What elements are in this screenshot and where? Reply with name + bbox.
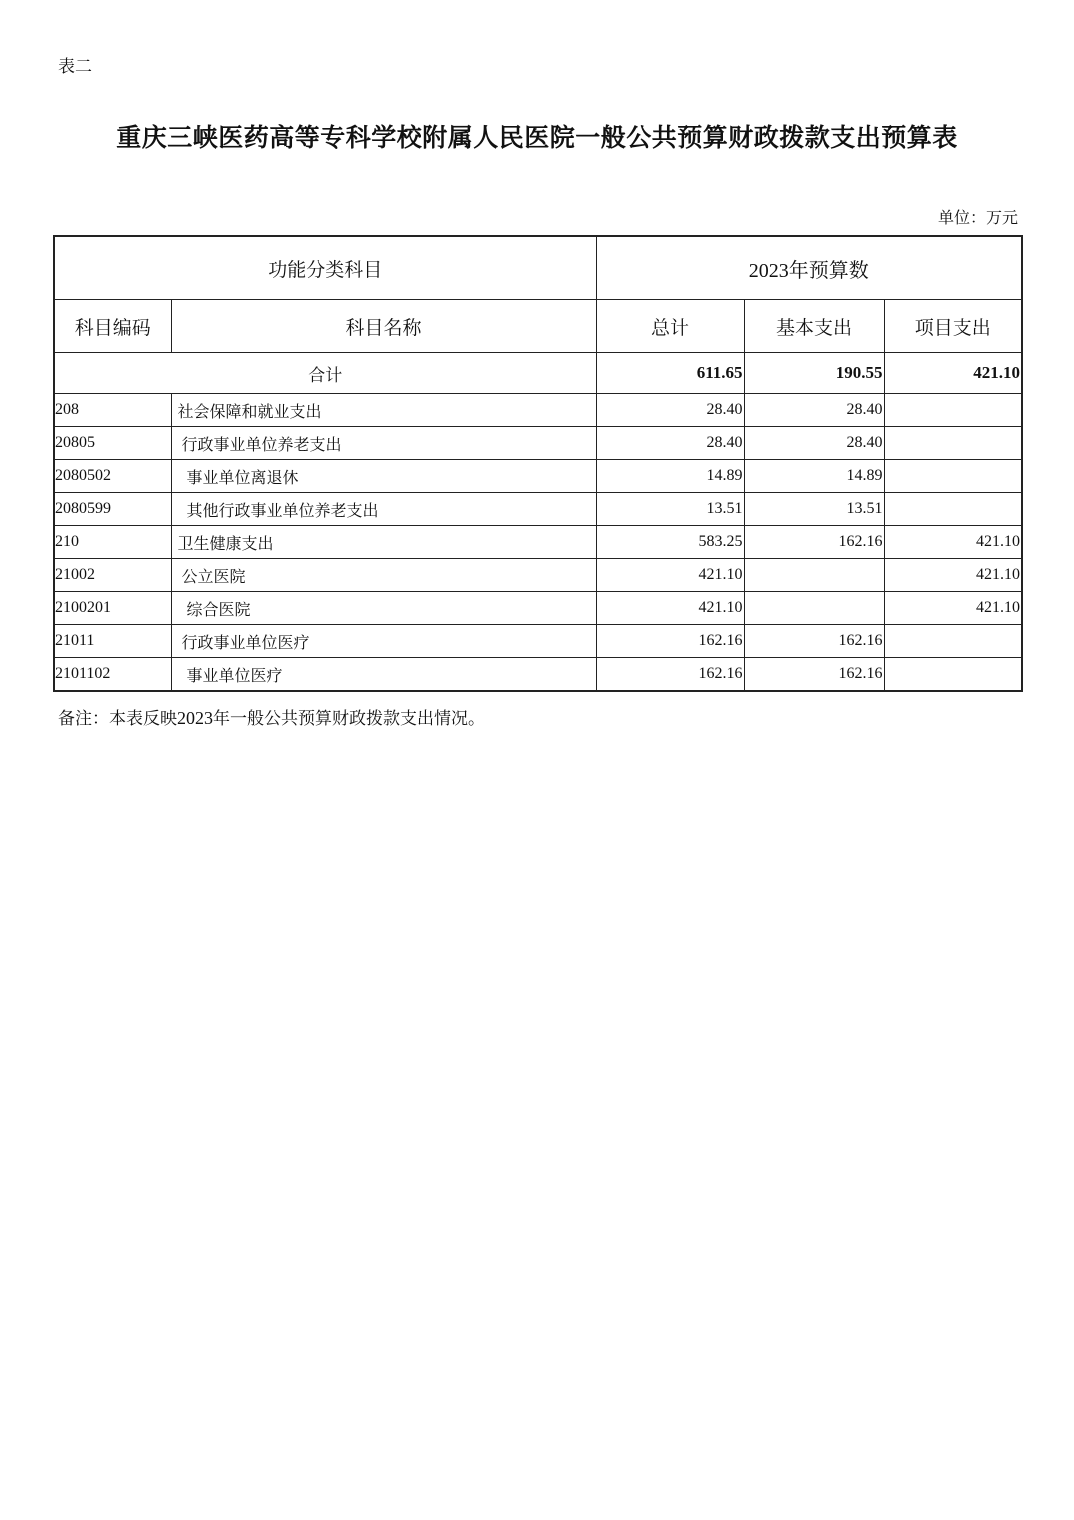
row-total: 421.10 [596, 592, 744, 625]
row-basic: 162.16 [744, 526, 884, 559]
header-function-category: 功能分类科目 [54, 236, 596, 300]
footnote [58, 704, 485, 729]
row-code: 210 [54, 526, 171, 559]
row-name: 综合医院 [171, 592, 596, 625]
row-code: 2080599 [54, 493, 171, 526]
row-code: 20805 [54, 427, 171, 460]
table-row [54, 427, 1022, 460]
row-project [884, 493, 1022, 526]
row-name: 事业单位离退休 [171, 460, 596, 493]
row-basic [744, 559, 884, 592]
footnote-year: 2023 [177, 708, 213, 728]
row-basic: 28.40 [744, 427, 884, 460]
row-basic: 28.40 [744, 394, 884, 427]
total-project: 421.10 [884, 353, 1022, 394]
row-code: 2100201 [54, 592, 171, 625]
header-total: 总计 [596, 300, 744, 353]
header-row-columns [54, 300, 1022, 353]
row-project [884, 427, 1022, 460]
header-code: 科目编码 [54, 300, 171, 353]
row-total: 14.89 [596, 460, 744, 493]
row-name: 事业单位医疗 [171, 658, 596, 692]
budget-table [53, 235, 1023, 692]
table-row [54, 592, 1022, 625]
total-basic: 190.55 [744, 353, 884, 394]
table-row [54, 394, 1022, 427]
row-total: 162.16 [596, 625, 744, 658]
row-project [884, 394, 1022, 427]
row-basic: 162.16 [744, 658, 884, 692]
table-row [54, 658, 1022, 692]
header-budget-year: 2023年预算数 [596, 236, 1022, 300]
row-project [884, 460, 1022, 493]
row-total: 28.40 [596, 394, 744, 427]
total-label: 合计 [54, 353, 596, 394]
page-label: 表二 [58, 57, 92, 77]
table-row [54, 526, 1022, 559]
row-code: 21011 [54, 625, 171, 658]
row-code: 2080502 [54, 460, 171, 493]
table-row [54, 625, 1022, 658]
total-sum: 611.65 [596, 353, 744, 394]
row-project: 421.10 [884, 559, 1022, 592]
header-name: 科目名称 [171, 300, 596, 353]
row-basic: 14.89 [744, 460, 884, 493]
row-code: 21002 [54, 559, 171, 592]
header-project: 项目支出 [884, 300, 1022, 353]
table-row [54, 493, 1022, 526]
row-total: 28.40 [596, 427, 744, 460]
row-name: 行政事业单位医疗 [171, 625, 596, 658]
row-name: 社会保障和就业支出 [171, 394, 596, 427]
row-basic: 162.16 [744, 625, 884, 658]
row-code: 2101102 [54, 658, 171, 692]
row-project: 421.10 [884, 526, 1022, 559]
row-name: 卫生健康支出 [171, 526, 596, 559]
row-name: 行政事业单位养老支出 [171, 427, 596, 460]
total-row [54, 353, 1022, 394]
row-total: 583.25 [596, 526, 744, 559]
table-row [54, 559, 1022, 592]
header-row-top [54, 236, 1022, 300]
row-name: 公立医院 [171, 559, 596, 592]
row-basic: 13.51 [744, 493, 884, 526]
row-total: 13.51 [596, 493, 744, 526]
row-project [884, 658, 1022, 692]
page-title: 重庆三峡医药高等专科学校附属人民医院一般公共预算财政拨款支出预算表 [116, 123, 958, 152]
row-project: 421.10 [884, 592, 1022, 625]
row-code: 208 [54, 394, 171, 427]
unit-label: 单位：万元 [937, 208, 1018, 227]
footnote-prefix: 备注：本表反映 [58, 709, 177, 729]
row-project [884, 625, 1022, 658]
row-total: 162.16 [596, 658, 744, 692]
table-row [54, 460, 1022, 493]
row-basic [744, 592, 884, 625]
row-name: 其他行政事业单位养老支出 [171, 493, 596, 526]
footnote-suffix: 年一般公共预算财政拨款支出情况。 [213, 709, 485, 729]
row-total: 421.10 [596, 559, 744, 592]
header-basic: 基本支出 [744, 300, 884, 353]
